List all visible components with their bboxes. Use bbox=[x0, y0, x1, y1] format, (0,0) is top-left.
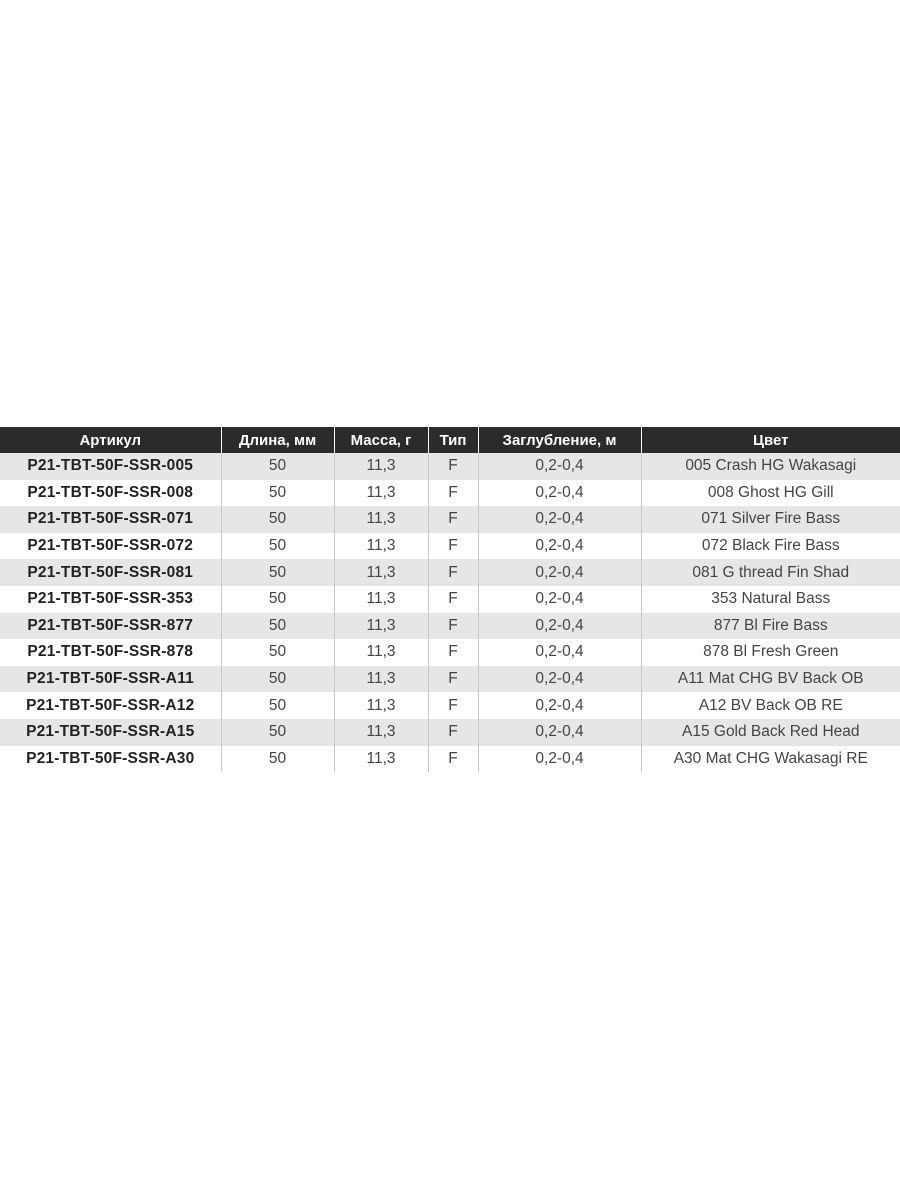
cell-weight: 11,3 bbox=[334, 613, 428, 640]
cell-type: F bbox=[428, 613, 478, 640]
cell-depth: 0,2-0,4 bbox=[478, 613, 641, 640]
cell-length: 50 bbox=[221, 639, 334, 666]
table-row bbox=[0, 666, 900, 693]
cell-sku: P21-TBT-50F-SSR-353 bbox=[0, 586, 221, 613]
cell-color: A30 Mat CHG Wakasagi RE bbox=[641, 746, 900, 773]
cell-depth: 0,2-0,4 bbox=[478, 692, 641, 719]
cell-color: 071 Silver Fire Bass bbox=[641, 506, 900, 533]
cell-depth: 0,2-0,4 bbox=[478, 666, 641, 693]
table-row bbox=[0, 746, 900, 773]
cell-depth: 0,2-0,4 bbox=[478, 453, 641, 480]
cell-color: A15 Gold Back Red Head bbox=[641, 719, 900, 746]
table-row bbox=[0, 719, 900, 746]
table-header bbox=[0, 427, 900, 453]
cell-weight: 11,3 bbox=[334, 559, 428, 586]
cell-type: F bbox=[428, 480, 478, 507]
product-spec-table bbox=[0, 427, 900, 772]
cell-weight: 11,3 bbox=[334, 453, 428, 480]
cell-depth: 0,2-0,4 bbox=[478, 719, 641, 746]
cell-color: 081 G thread Fin Shad bbox=[641, 559, 900, 586]
cell-length: 50 bbox=[221, 692, 334, 719]
header-depth: Заглубление, м bbox=[478, 427, 641, 453]
table-row bbox=[0, 533, 900, 560]
product-spec-table-container bbox=[0, 427, 900, 772]
table-row bbox=[0, 613, 900, 640]
cell-sku: P21-TBT-50F-SSR-A15 bbox=[0, 719, 221, 746]
cell-depth: 0,2-0,4 bbox=[478, 559, 641, 586]
cell-color: 005 Crash HG Wakasagi bbox=[641, 453, 900, 480]
header-color: Цвет bbox=[641, 427, 900, 453]
table-body bbox=[0, 453, 900, 772]
cell-sku: P21-TBT-50F-SSR-878 bbox=[0, 639, 221, 666]
cell-weight: 11,3 bbox=[334, 666, 428, 693]
cell-type: F bbox=[428, 719, 478, 746]
cell-type: F bbox=[428, 586, 478, 613]
cell-sku: P21-TBT-50F-SSR-081 bbox=[0, 559, 221, 586]
table-row bbox=[0, 586, 900, 613]
table-row bbox=[0, 453, 900, 480]
cell-color: A12 BV Back OB RE bbox=[641, 692, 900, 719]
header-length: Длина, мм bbox=[221, 427, 334, 453]
table-row bbox=[0, 480, 900, 507]
cell-depth: 0,2-0,4 bbox=[478, 746, 641, 773]
table-row bbox=[0, 506, 900, 533]
header-row bbox=[0, 427, 900, 453]
cell-type: F bbox=[428, 692, 478, 719]
cell-depth: 0,2-0,4 bbox=[478, 480, 641, 507]
cell-length: 50 bbox=[221, 746, 334, 773]
cell-color: 878 Bl Fresh Green bbox=[641, 639, 900, 666]
cell-weight: 11,3 bbox=[334, 506, 428, 533]
cell-weight: 11,3 bbox=[334, 746, 428, 773]
cell-type: F bbox=[428, 453, 478, 480]
cell-length: 50 bbox=[221, 559, 334, 586]
cell-length: 50 bbox=[221, 506, 334, 533]
cell-depth: 0,2-0,4 bbox=[478, 506, 641, 533]
cell-sku: P21-TBT-50F-SSR-A12 bbox=[0, 692, 221, 719]
header-type: Тип bbox=[428, 427, 478, 453]
cell-length: 50 bbox=[221, 533, 334, 560]
cell-color: 877 Bl Fire Bass bbox=[641, 613, 900, 640]
cell-weight: 11,3 bbox=[334, 586, 428, 613]
table-row bbox=[0, 559, 900, 586]
cell-sku: P21-TBT-50F-SSR-071 bbox=[0, 506, 221, 533]
cell-length: 50 bbox=[221, 453, 334, 480]
cell-sku: P21-TBT-50F-SSR-008 bbox=[0, 480, 221, 507]
cell-color: 008 Ghost HG Gill bbox=[641, 480, 900, 507]
cell-sku: P21-TBT-50F-SSR-A30 bbox=[0, 746, 221, 773]
cell-type: F bbox=[428, 559, 478, 586]
cell-length: 50 bbox=[221, 666, 334, 693]
cell-weight: 11,3 bbox=[334, 480, 428, 507]
cell-depth: 0,2-0,4 bbox=[478, 533, 641, 560]
cell-sku: P21-TBT-50F-SSR-877 bbox=[0, 613, 221, 640]
cell-color: 072 Black Fire Bass bbox=[641, 533, 900, 560]
cell-depth: 0,2-0,4 bbox=[478, 639, 641, 666]
cell-type: F bbox=[428, 533, 478, 560]
cell-length: 50 bbox=[221, 613, 334, 640]
cell-color: A11 Mat CHG BV Back OB bbox=[641, 666, 900, 693]
cell-weight: 11,3 bbox=[334, 639, 428, 666]
cell-type: F bbox=[428, 506, 478, 533]
cell-type: F bbox=[428, 639, 478, 666]
cell-depth: 0,2-0,4 bbox=[478, 586, 641, 613]
cell-length: 50 bbox=[221, 480, 334, 507]
table-row bbox=[0, 692, 900, 719]
cell-weight: 11,3 bbox=[334, 692, 428, 719]
cell-sku: P21-TBT-50F-SSR-A11 bbox=[0, 666, 221, 693]
cell-weight: 11,3 bbox=[334, 533, 428, 560]
cell-sku: P21-TBT-50F-SSR-005 bbox=[0, 453, 221, 480]
cell-length: 50 bbox=[221, 719, 334, 746]
cell-type: F bbox=[428, 666, 478, 693]
cell-sku: P21-TBT-50F-SSR-072 bbox=[0, 533, 221, 560]
cell-color: 353 Natural Bass bbox=[641, 586, 900, 613]
cell-type: F bbox=[428, 746, 478, 773]
header-sku: Артикул bbox=[0, 427, 221, 453]
table-row bbox=[0, 639, 900, 666]
cell-weight: 11,3 bbox=[334, 719, 428, 746]
cell-length: 50 bbox=[221, 586, 334, 613]
header-weight: Масса, г bbox=[334, 427, 428, 453]
